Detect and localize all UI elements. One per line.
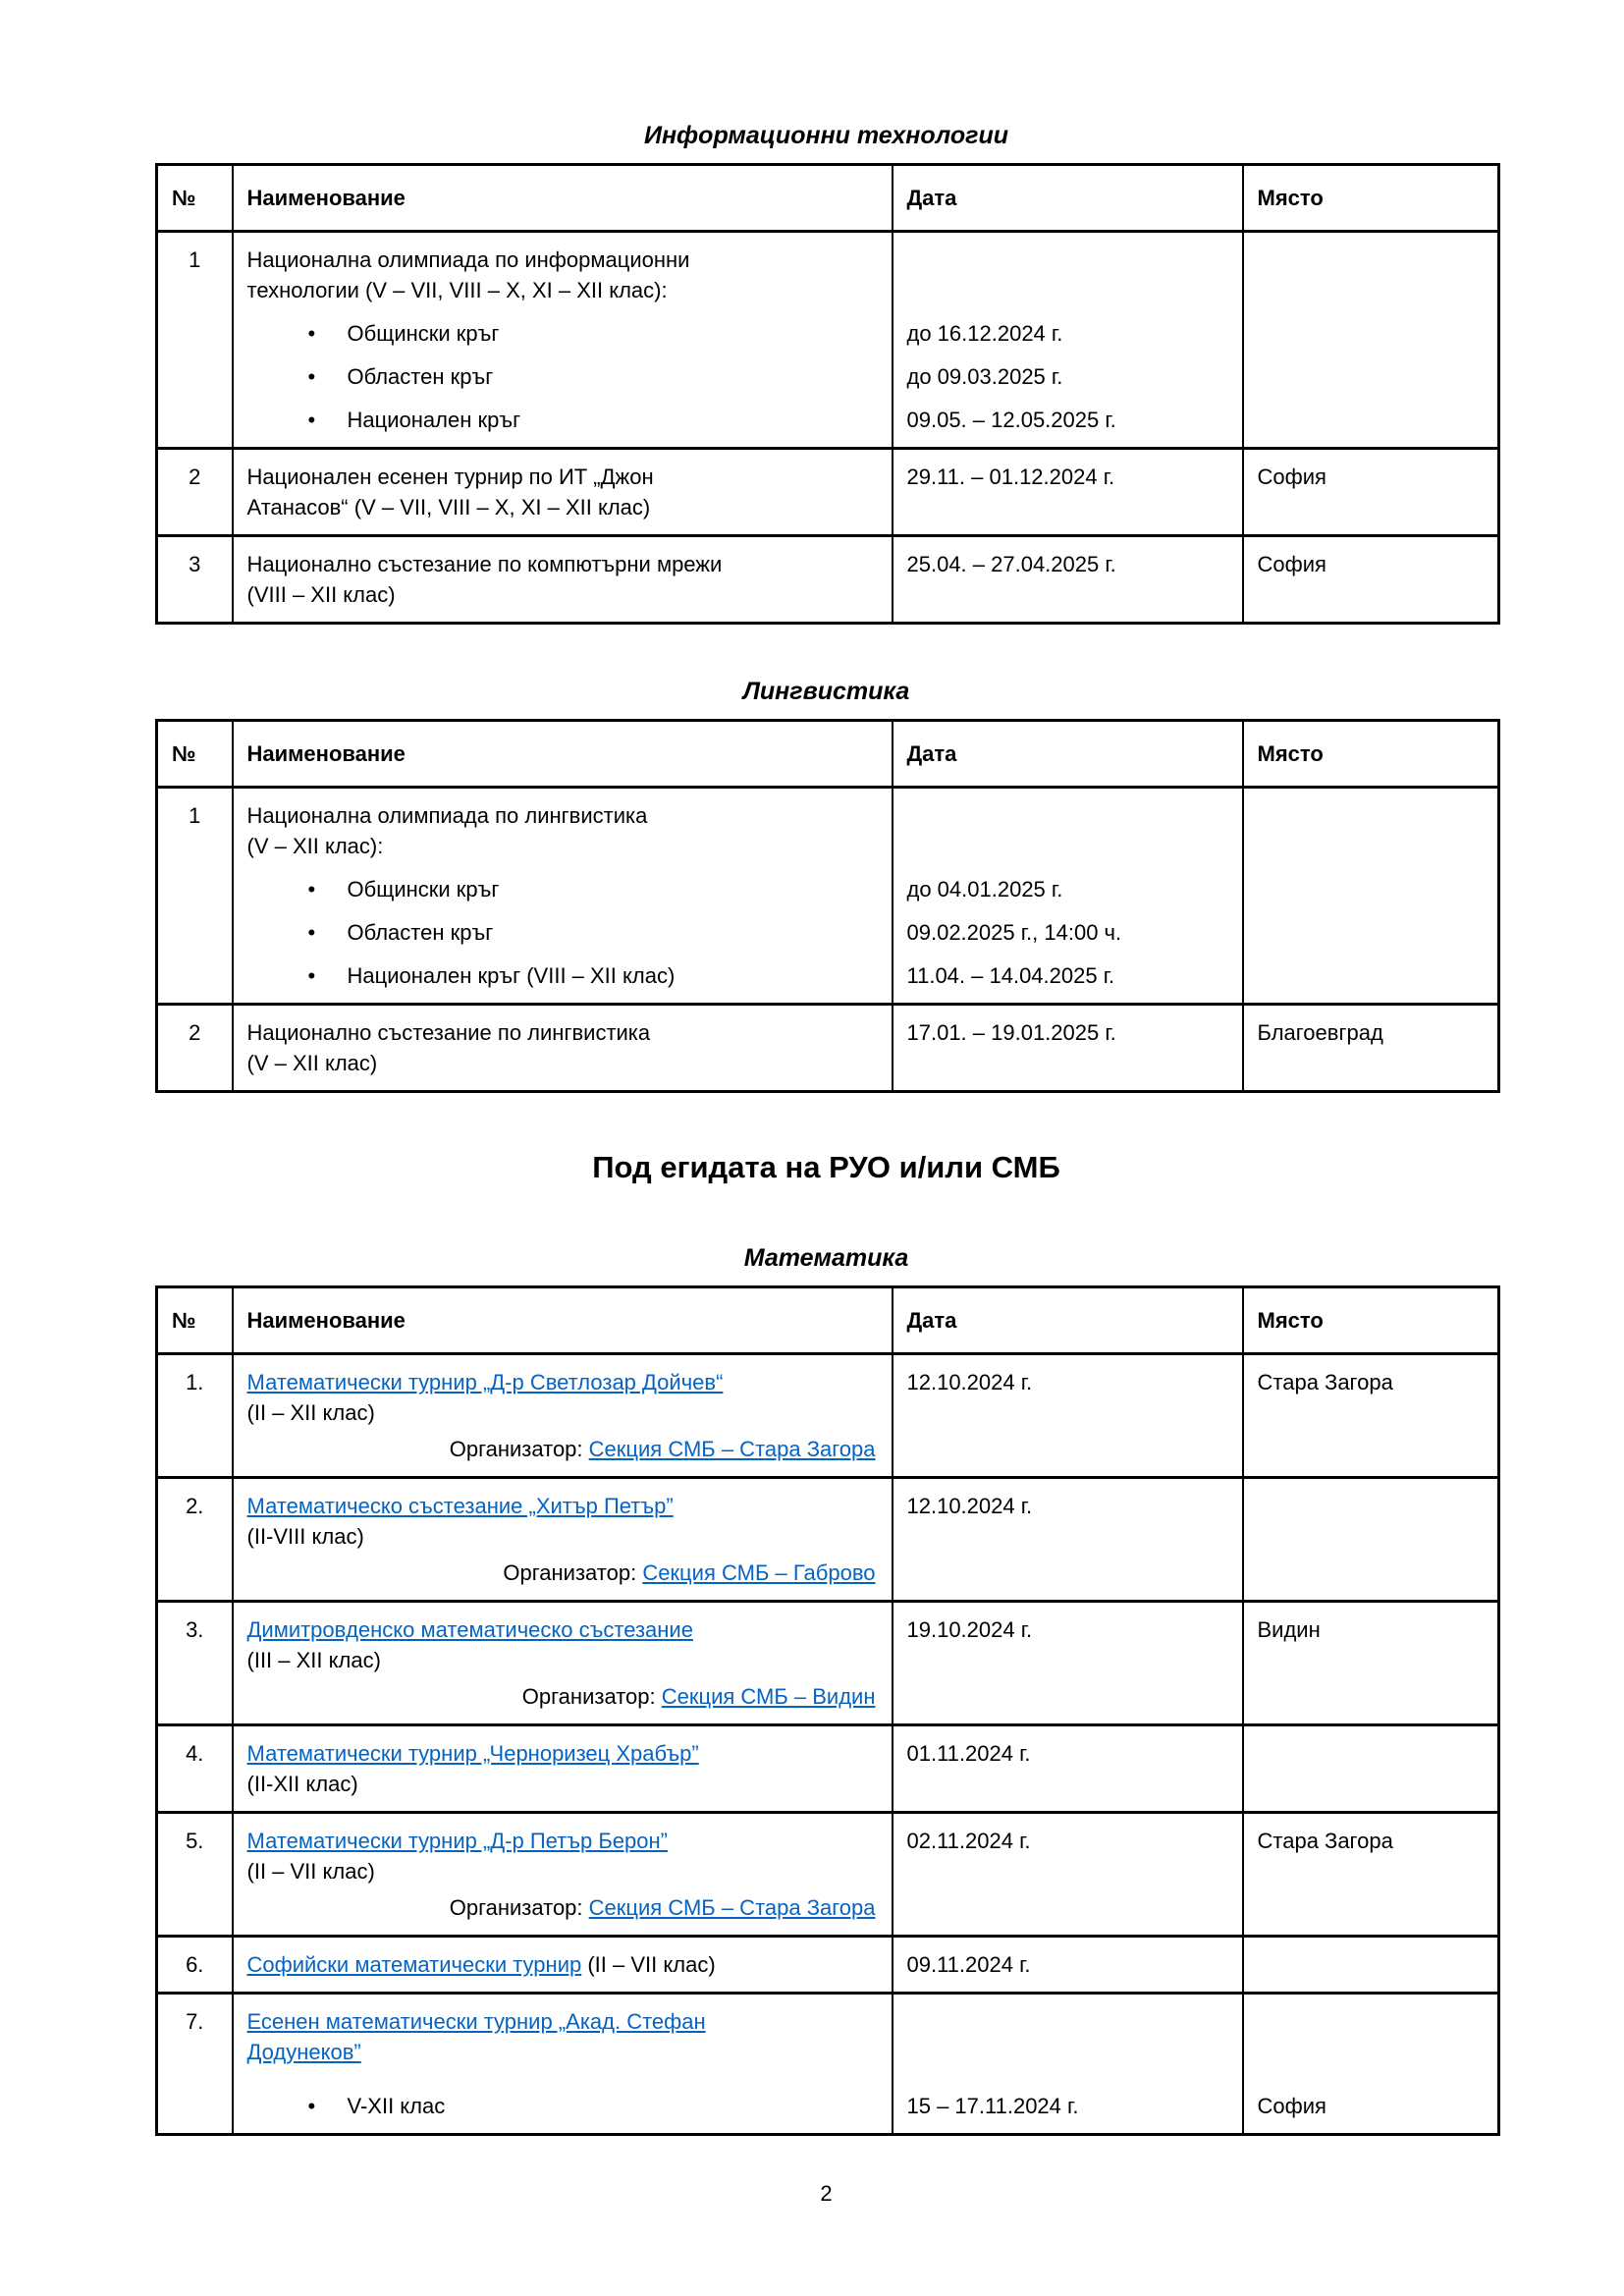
row-number: 7.: [157, 1994, 233, 2135]
header-row: [157, 165, 1499, 232]
name-line: Национално състезание по лингвистика: [246, 1020, 651, 1045]
header-row: [157, 1287, 1499, 1354]
table-row: [157, 449, 1499, 536]
header-row: [157, 721, 1499, 788]
place-text: Видин: [1257, 1617, 1321, 1642]
table-row: [157, 1937, 1499, 1994]
organizer-link[interactable]: Секция СМБ – Видин: [661, 1684, 876, 1709]
list-item: • Национален кръг (VIII – XII клас): [308, 960, 878, 991]
round-list: [247, 2091, 878, 2121]
col-header-date: Дата: [893, 1287, 1243, 1354]
section-title-math: Математика: [743, 1244, 909, 1272]
competition-link[interactable]: Математически турнир „Черноризец Храбър”: [246, 1741, 699, 1766]
date-cell: [893, 449, 1243, 536]
section-title-linguistics: Лингвистика: [742, 678, 910, 705]
name-cell: [233, 1354, 893, 1478]
organizer-line: [247, 1681, 878, 1712]
col-header-date: Дата: [893, 721, 1243, 788]
organizer-line: [247, 1434, 878, 1464]
name-line: Национална олимпиада по лингвистика: [246, 803, 648, 828]
place-text: София: [1257, 2094, 1326, 2118]
place-cell: [1243, 1813, 1499, 1937]
row-number: 4.: [157, 1725, 233, 1813]
organizer-line: [247, 1892, 878, 1923]
competition-link[interactable]: Софийски математически турнир: [246, 1952, 582, 1977]
organizer-link[interactable]: Секция СМБ – Стара Загора: [588, 1437, 876, 1461]
date-cell: [893, 232, 1243, 449]
list-item: • Национален кръг: [308, 405, 878, 435]
table-row: [157, 1813, 1499, 1937]
col-header-place: Място: [1243, 1287, 1499, 1354]
place-cell: [1243, 232, 1499, 449]
date-cell: [893, 1478, 1243, 1602]
row-number: 2: [157, 449, 233, 536]
class-range: (II-XII клас): [246, 1772, 358, 1796]
list-item: • V-XII клас: [308, 2091, 878, 2121]
table-row: [157, 1602, 1499, 1725]
place-text: Благоевград: [1257, 1020, 1383, 1045]
table-row: [157, 1725, 1499, 1813]
place-cell: [1243, 1478, 1499, 1602]
col-header-place: Място: [1243, 721, 1499, 788]
name-line: Национално състезание по компютърни мрежи: [246, 552, 723, 576]
date-line: 09.05. – 12.05.2025 г.: [906, 408, 1116, 432]
place-cell: [1243, 1994, 1499, 2135]
date-cell: [893, 1813, 1243, 1937]
date-line: до 09.03.2025 г.: [906, 364, 1063, 389]
organizer-line: [247, 1558, 878, 1588]
col-header-num: №: [157, 165, 233, 232]
date-cell: [893, 1994, 1243, 2135]
name-line: (VIII – XII клас): [246, 582, 396, 607]
date-line: 19.10.2024 г.: [906, 1617, 1033, 1642]
col-header-name: Наименование: [233, 165, 893, 232]
date-line: 09.11.2024 г.: [906, 1952, 1031, 1977]
date-line: 09.02.2025 г., 14:00 ч.: [906, 920, 1122, 945]
class-range: (II – VII клас): [581, 1952, 716, 1977]
date-line: 12.10.2024 г.: [906, 1494, 1033, 1518]
class-range: (II – VII клас): [246, 1859, 375, 1884]
organizer-label: Организатор:: [503, 1560, 643, 1585]
date-cell: [893, 1602, 1243, 1725]
date-cell: [893, 1725, 1243, 1813]
section-title-it: Информационни технологии: [643, 122, 1009, 149]
table-row: [157, 232, 1499, 449]
table-row: [157, 1994, 1499, 2135]
date-cell: [893, 1354, 1243, 1478]
competition-link[interactable]: Димитровденско математическо състезание: [246, 1617, 693, 1642]
place-text: София: [1257, 552, 1326, 576]
col-header-num: №: [157, 721, 233, 788]
place-cell: [1243, 788, 1499, 1005]
list-item: • Общински кръг: [308, 318, 878, 349]
date-line: 02.11.2024 г.: [906, 1829, 1031, 1853]
name-cell: [233, 449, 893, 536]
organizer-link[interactable]: Секция СМБ – Стара Загора: [588, 1895, 876, 1920]
organizer-label: Организатор:: [521, 1684, 662, 1709]
place-cell: [1243, 449, 1499, 536]
link-line[interactable]: Додунеков”: [246, 2040, 361, 2064]
place-cell: [1243, 536, 1499, 624]
list-item: • Общински кръг: [308, 874, 878, 904]
name-line: Атанасов“ (V – VII, VIII – X, XI – XII клас): [246, 495, 651, 519]
col-header-num: №: [157, 1287, 233, 1354]
date-cell: [893, 788, 1243, 1005]
col-header-date: Дата: [893, 165, 1243, 232]
linguistics-table: [155, 719, 1500, 1093]
table-row: [157, 788, 1499, 1005]
name-line: Национална олимпиада по информационни: [246, 247, 690, 272]
it-table: [155, 163, 1500, 625]
name-line: Национален есенен турнир по ИТ „Джон: [246, 465, 654, 489]
date-line: 12.10.2024 г.: [906, 1370, 1033, 1394]
competition-link[interactable]: Математически турнир „Д-р Светлозар Дойчев“: [246, 1370, 724, 1394]
row-number: 3: [157, 536, 233, 624]
organizer-label: Организатор:: [449, 1437, 589, 1461]
name-cell: [233, 1937, 893, 1994]
competition-link[interactable]: Математически турнир „Д-р Петър Берон”: [246, 1829, 668, 1853]
place-cell: [1243, 1725, 1499, 1813]
date-cell: [893, 1937, 1243, 1994]
competition-link[interactable]: [247, 2006, 878, 2067]
row-number: 1: [157, 788, 233, 1005]
name-cell: [233, 536, 893, 624]
organizer-link[interactable]: Секция СМБ – Габрово: [642, 1560, 876, 1585]
name-cell: [233, 232, 893, 449]
date-line: до 04.01.2025 г.: [906, 877, 1063, 902]
date-cell: [893, 1005, 1243, 1092]
place-cell: [1243, 1354, 1499, 1478]
row-number: 6.: [157, 1937, 233, 1994]
date-line: 15 – 17.11.2024 г.: [906, 2094, 1079, 2118]
place-text: Стара Загора: [1257, 1829, 1393, 1853]
name-cell: [233, 1725, 893, 1813]
date-cell: [893, 536, 1243, 624]
list-item: • Областен кръг: [308, 361, 878, 392]
competition-link[interactable]: Математическо състезание „Хитър Петър”: [246, 1494, 674, 1518]
name-cell: [233, 1994, 893, 2135]
date-line: 17.01. – 19.01.2025 г.: [906, 1020, 1116, 1045]
list-item: • Областен кръг: [308, 917, 878, 948]
date-line: 01.11.2024 г.: [906, 1741, 1031, 1766]
name-cell: [233, 788, 893, 1005]
name-cell: [233, 1478, 893, 1602]
name-cell: [233, 1602, 893, 1725]
table-row: [157, 536, 1499, 624]
date-line: 25.04. – 27.04.2025 г.: [906, 552, 1116, 576]
name-line: технологии (V – VII, VIII – X, XI – XII клас):: [246, 278, 668, 302]
row-number: 2: [157, 1005, 233, 1092]
big-section-heading: Под егидата на РУО и/или СМБ: [592, 1150, 1060, 1184]
row-number: 2.: [157, 1478, 233, 1602]
date-line: до 16.12.2024 г.: [906, 321, 1063, 346]
table-row: [157, 1005, 1499, 1092]
table-row: [157, 1354, 1499, 1478]
row-number: 1.: [157, 1354, 233, 1478]
row-number: 1: [157, 232, 233, 449]
table-row: [157, 1478, 1499, 1602]
place-cell: [1243, 1005, 1499, 1092]
date-line: 11.04. – 14.04.2025 г.: [906, 963, 1115, 988]
link-line[interactable]: Есенен математически турнир „Акад. Стефан: [246, 2009, 706, 2034]
col-header-place: Място: [1243, 165, 1499, 232]
name-cell: [233, 1813, 893, 1937]
page-content: [155, 122, 1497, 2207]
math-table: [155, 1285, 1500, 2136]
place-cell: [1243, 1602, 1499, 1725]
row-number: 5.: [157, 1813, 233, 1937]
organizer-label: Организатор:: [449, 1895, 589, 1920]
row-number: 3.: [157, 1602, 233, 1725]
place-text: София: [1257, 465, 1326, 489]
class-range: (II-VIII клас): [246, 1524, 364, 1549]
name-cell: [233, 1005, 893, 1092]
place-cell: [1243, 1937, 1499, 1994]
col-header-name: Наименование: [233, 721, 893, 788]
round-list: [247, 318, 878, 435]
class-range: (III – XII клас): [246, 1648, 381, 1672]
place-text: Стара Загора: [1257, 1370, 1393, 1394]
name-line: (V – XII клас): [246, 1051, 378, 1075]
round-list: [247, 874, 878, 991]
name-line: (V – XII клас):: [246, 834, 384, 858]
date-line: 29.11. – 01.12.2024 г.: [906, 465, 1115, 489]
class-range: (II – XII клас): [246, 1400, 375, 1425]
page-number: 2: [820, 2181, 833, 2206]
col-header-name: Наименование: [233, 1287, 893, 1354]
